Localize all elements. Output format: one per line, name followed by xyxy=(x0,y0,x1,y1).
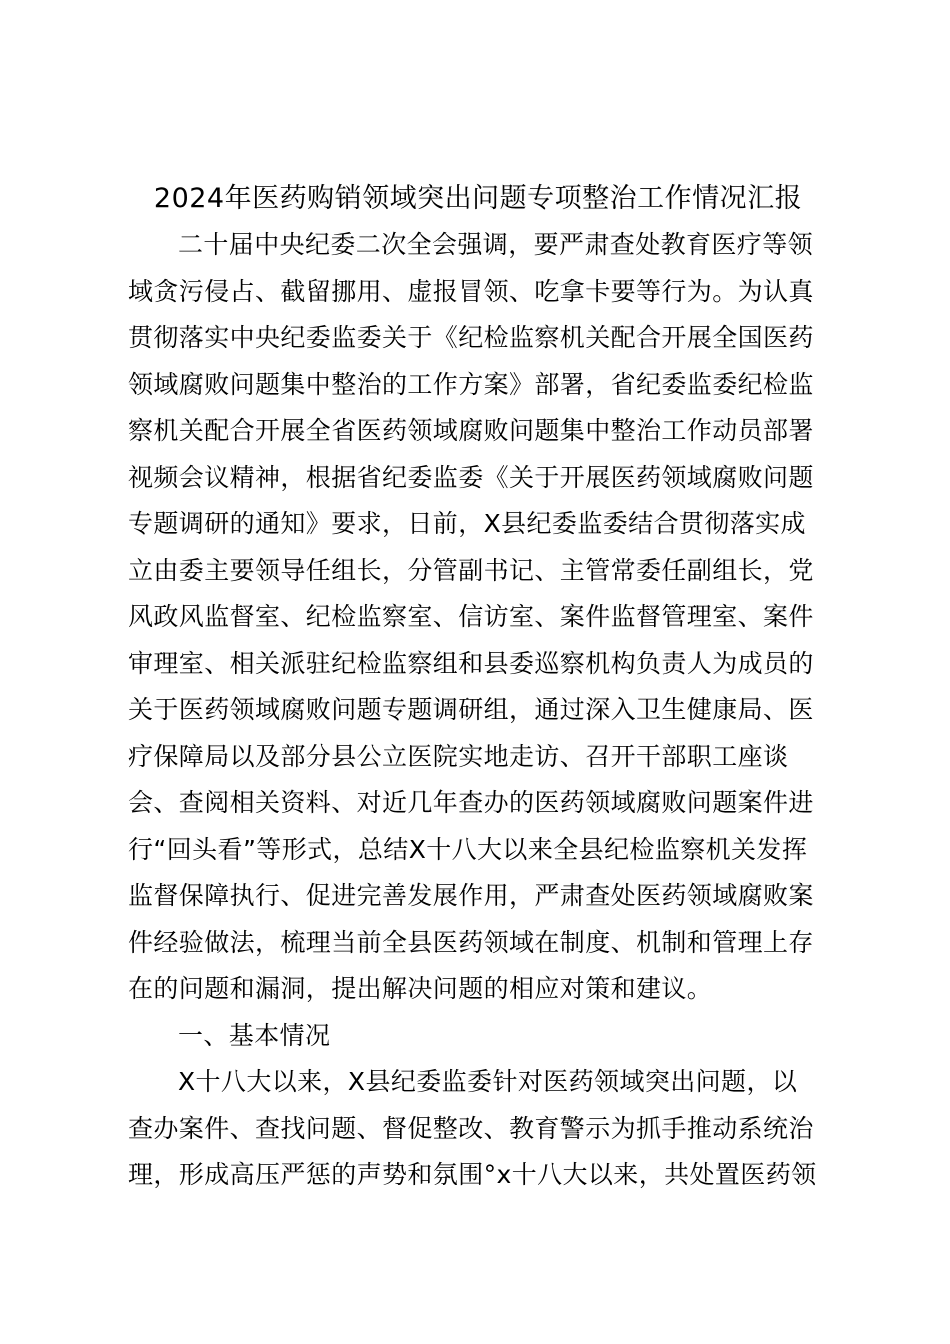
paragraph-1-line-6: 视频会议精神，根据省纪委监委《关于开展医药领域腐败问题 xyxy=(128,462,814,492)
paragraph-1-line-9: 风政风监督室、纪检监察室、信访室、案件监督管理室、案件 xyxy=(128,602,814,631)
paragraph-1-line-4: 领域腐败问题集中整治的工作方案》部署，省纪委监委纪检监 xyxy=(128,369,814,399)
paragraph-1-line-10: 审理室、相关派驻纪检监察组和县委巡察机构负责人为成员的 xyxy=(128,648,814,678)
paragraph-1-line-13: 会、查阅相关资料、对近几年查办的医药领域腐败问题案件进 xyxy=(128,788,814,817)
paragraph-1-line-3: 贯彻落实中央纪委监委关于《纪检监察机关配合开展全国医药 xyxy=(128,323,814,352)
paragraph-1-line-14: 行“回头看”等形式，总结X十八大以来全县纪检监察机关发挥 xyxy=(128,834,808,864)
paragraph-1-line-7: 专题调研的通知》要求，日前，X县纪委监委结合贯彻落实成 xyxy=(128,509,806,538)
paragraph-1-line-2: 域贪污侵占、截留挪用、虚报冒领、吃拿卡要等行为。为认真 xyxy=(128,276,814,306)
paragraph-1-line-1: 二十届中央纪委二次全会强调，要严肃查处教育医疗等领 xyxy=(178,230,814,259)
paragraph-1-line-8: 立由委主要领导任组长，分管副书记、主管常委任副组长，党 xyxy=(128,555,814,585)
document-title: 2024年医药购销领域突出问题专项整治工作情况汇报 xyxy=(153,183,803,214)
paragraph-1-line-17: 在的问题和漏洞，提出解决问题的相应对策和建议。 xyxy=(128,974,713,1003)
paragraph-1-line-12: 疗保障局以及部分县公立医院实地走访、召开干部职工座谈 xyxy=(128,741,789,771)
paragraph-2-line-2: 查办案件、查找问题、督促整改、教育警示为抓手推动系统治 xyxy=(128,1113,814,1143)
document-body xyxy=(128,222,828,1199)
paragraph-1-line-11: 关于医药领域腐败问题专题调研组，通过深入卫生健康局、医 xyxy=(128,695,814,724)
section-heading-basic-situation: 一、基本情况 xyxy=(178,1020,331,1050)
paragraph-1-line-15: 监督保障执行、促进完善发展作用，严肃查处医药领域腐败案 xyxy=(128,881,814,910)
paragraph-1-line-5: 察机关配合开展全省医药领域腐败问题集中整治工作动员部署 xyxy=(128,416,814,445)
paragraph-2-line-1: X十八大以来，X县纪委监委针对医药领域突出问题，以 xyxy=(178,1067,798,1096)
paragraph-2-line-3: 理，形成高压严惩的声势和氛围°x十八大以来，共处置医药领 xyxy=(128,1160,817,1189)
paragraph-1-line-16: 件经验做法，梳理当前全县医药领域在制度、机制和管理上存 xyxy=(128,927,814,957)
